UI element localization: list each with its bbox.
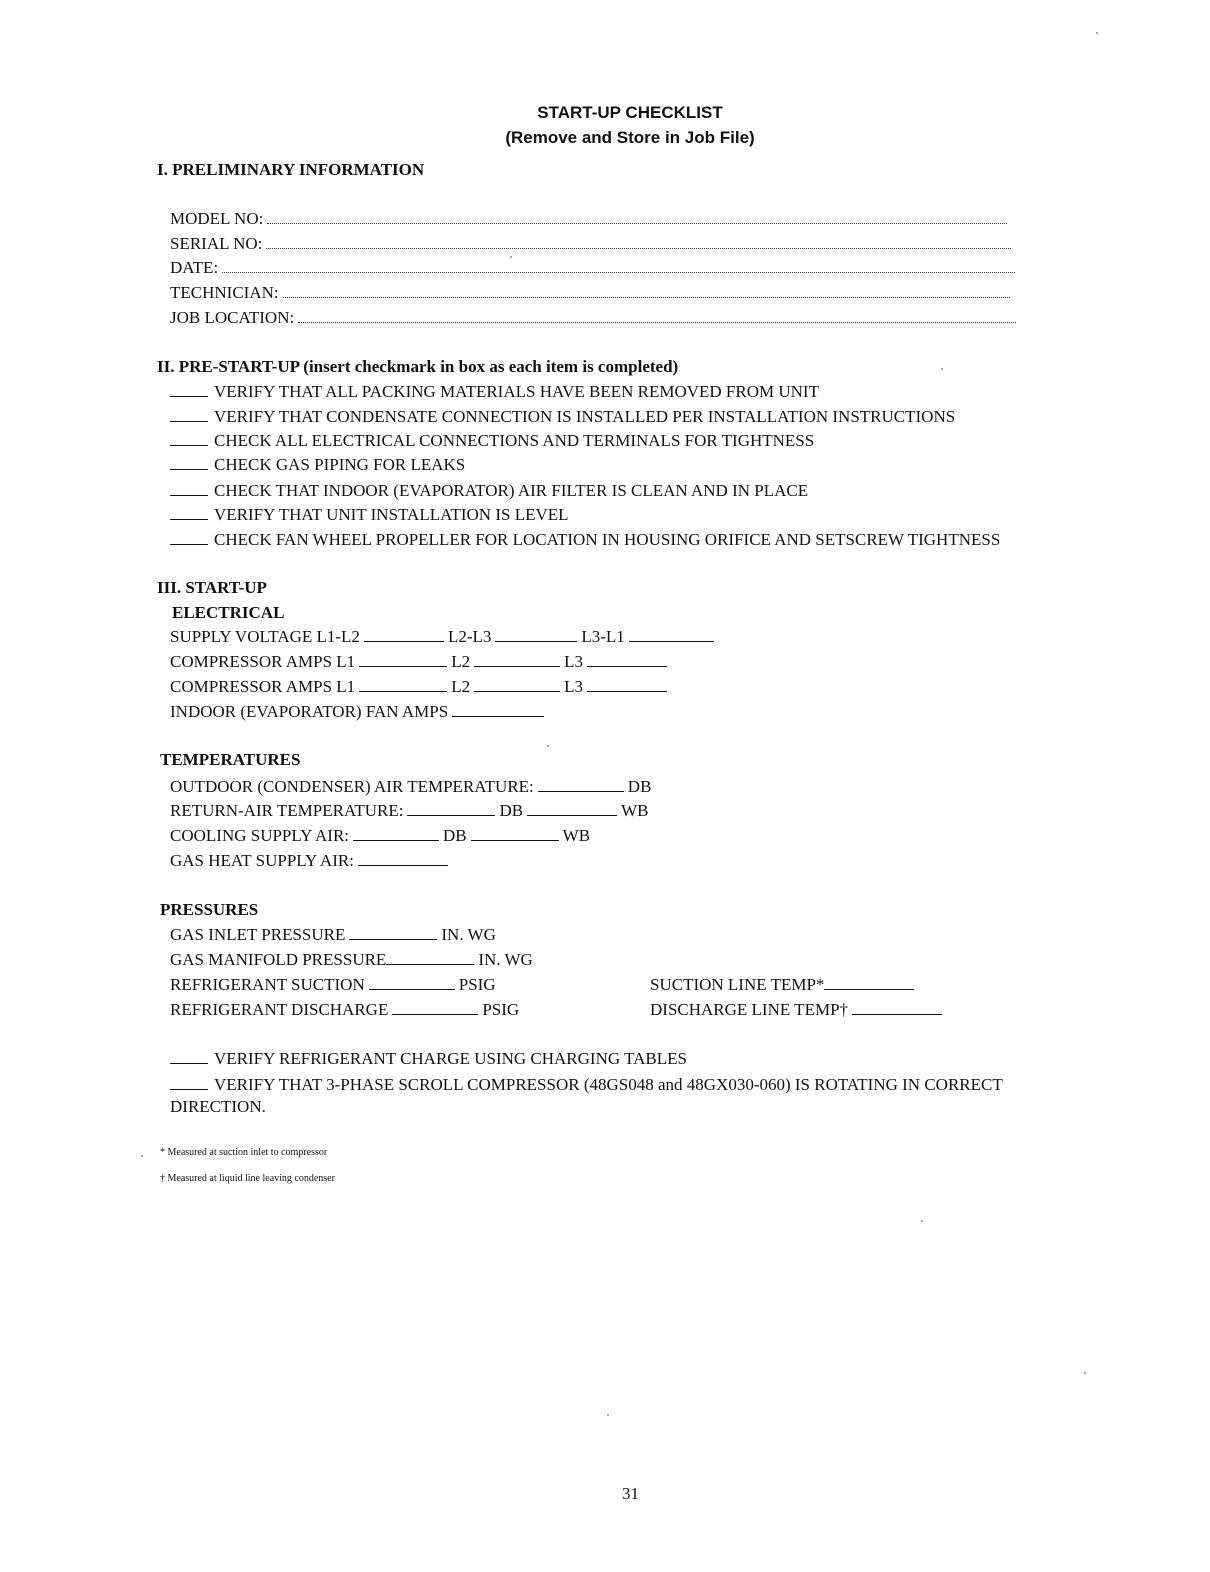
indoor-fan-amps-label: INDOOR (EVAPORATOR) FAN AMPS [170, 702, 449, 721]
l3-label: L3 [564, 652, 583, 671]
wb-label: WB [562, 826, 591, 845]
cooling-wb-input[interactable] [471, 826, 559, 841]
job-location-line [298, 309, 1016, 323]
final-check-label: VERIFY THAT 3-PHASE SCROLL COMPRESSOR (48GS048 and 48GX030-060) IS ROTATING IN CORRECT [214, 1075, 1003, 1094]
gas-heat-input[interactable] [358, 851, 448, 866]
pressures-heading: PRESSURES [160, 900, 259, 919]
section-1-heading: I. PRELIMINARY INFORMATION [157, 160, 425, 179]
technician-field[interactable] [170, 283, 1010, 303]
supply-voltage-label: SUPPLY VOLTAGE L1-L2 [170, 627, 360, 646]
discharge-line-temp-input[interactable] [852, 1000, 942, 1015]
comp1-l1-input[interactable] [359, 652, 447, 667]
gas-manifold-input[interactable] [386, 950, 474, 965]
gas-manifold-pressure-label: GAS MANIFOLD PRESSURE [170, 950, 387, 969]
gas-heat-supply-air-row [170, 851, 452, 871]
psig-label: PSIG [458, 975, 496, 994]
serial-no-field[interactable] [170, 234, 1011, 254]
indoor-fan-amps-input[interactable] [452, 702, 544, 717]
suction-line-temp-row [650, 975, 918, 995]
suction-line-temp-input[interactable] [824, 975, 914, 990]
l1-l2-input[interactable] [364, 627, 444, 642]
return-wb-input[interactable] [527, 801, 617, 816]
prestart-item[interactable] [170, 382, 819, 402]
prestart-item-label: CHECK GAS PIPING FOR LEAKS [214, 455, 466, 474]
psig-label: PSIG [482, 1000, 520, 1019]
prestart-item-label: VERIFY THAT CONDENSATE CONNECTION IS INSTALLED PER INSTALLATION INSTRUCTIONS [214, 407, 956, 426]
prestart-item[interactable] [170, 505, 569, 525]
compressor-amps-row-2 [170, 677, 671, 697]
wb-label: WB [621, 801, 649, 820]
checkbox-line[interactable] [170, 431, 208, 446]
date-field[interactable] [170, 258, 1015, 278]
ref-suction-input[interactable] [369, 975, 455, 990]
model-no-label: MODEL NO: [170, 209, 264, 228]
technician-label: TECHNICIAN: [170, 283, 279, 302]
page-title: START-UP CHECKLIST [537, 103, 723, 122]
discharge-line-temp-row [650, 1000, 946, 1020]
l2-l3-label: L2-L3 [447, 627, 492, 646]
comp1-l2-input[interactable] [474, 652, 560, 667]
job-location-field[interactable] [170, 308, 1016, 328]
cooling-supply-air-label: COOLING SUPPLY AIR: [170, 826, 350, 845]
scan-speck [607, 1414, 609, 1416]
footnote-discharge: † Measured at liquid line leaving condenser [160, 1173, 335, 1184]
final-check-continuation: DIRECTION. [170, 1097, 266, 1116]
electrical-heading: ELECTRICAL [172, 603, 285, 622]
checkbox-line[interactable] [170, 1049, 208, 1064]
l3-label: L3 [564, 677, 583, 696]
compressor-amps-row-1 [170, 652, 671, 672]
scan-speck [141, 1155, 143, 1157]
compressor-amps-label: COMPRESSOR AMPS L1 [170, 652, 356, 671]
gas-inlet-pressure-label: GAS INLET PRESSURE [170, 925, 346, 944]
footnote-suction: * Measured at suction inlet to compressor [160, 1147, 328, 1158]
outdoor-air-temp-label: OUTDOOR (CONDENSER) AIR TEMPERATURE: [170, 777, 534, 796]
in-wg-label: IN. WG [478, 950, 533, 969]
section-2-heading: II. PRE-START-UP (insert checkmark in box as each item is completed) [157, 357, 679, 376]
prestart-item[interactable] [170, 481, 808, 501]
date-label: DATE: [170, 258, 219, 277]
l2-l3-input[interactable] [495, 627, 577, 642]
gas-heat-supply-air-label: GAS HEAT SUPPLY AIR: [170, 851, 354, 870]
scan-speck [941, 368, 943, 370]
indoor-fan-amps-row [170, 702, 548, 722]
outdoor-air-temp-row [170, 777, 651, 797]
return-db-input[interactable] [407, 801, 495, 816]
checkbox-line[interactable] [170, 455, 208, 470]
gas-inlet-pressure-row [170, 925, 496, 945]
supply-voltage-row [170, 627, 718, 647]
page-subtitle: (Remove and Store in Job File) [505, 128, 755, 147]
section-3-heading: III. START-UP [157, 578, 267, 597]
comp2-l2-input[interactable] [474, 677, 560, 692]
model-no-line [267, 210, 1007, 224]
checkbox-line[interactable] [170, 382, 208, 397]
prestart-item-label: VERIFY THAT UNIT INSTALLATION IS LEVEL [214, 505, 569, 524]
l2-label: L2 [451, 677, 471, 696]
comp1-l3-input[interactable] [587, 652, 667, 667]
checkbox-line[interactable] [170, 1075, 208, 1090]
refrigerant-discharge-label: REFRIGERANT DISCHARGE [170, 1000, 389, 1019]
serial-no-line [266, 235, 1011, 249]
l2-label: L2 [451, 652, 471, 671]
db-label: DB [627, 777, 652, 796]
refrigerant-suction-label: REFRIGERANT SUCTION [170, 975, 365, 994]
prestart-item-label: CHECK THAT INDOOR (EVAPORATOR) AIR FILTER IS CLEAN AND IN PLACE [214, 481, 809, 500]
checkbox-line[interactable] [170, 505, 208, 520]
serial-no-label: SERIAL NO: [170, 234, 263, 253]
db-label: DB [443, 826, 467, 845]
scan-speck [510, 256, 512, 258]
prestart-item-label: CHECK ALL ELECTRICAL CONNECTIONS AND TERMINALS FOR TIGHTNESS [214, 431, 815, 450]
scan-speck [1084, 1372, 1086, 1374]
checkbox-line[interactable] [170, 481, 208, 496]
temperatures-heading: TEMPERATURES [160, 750, 301, 769]
gas-manifold-pressure-row [170, 950, 533, 970]
prestart-item[interactable] [170, 455, 465, 475]
job-location-label: JOB LOCATION: [170, 308, 295, 327]
comp2-l1-input[interactable] [359, 677, 447, 692]
cooling-db-input[interactable] [353, 826, 439, 841]
discharge-line-temp-label: DISCHARGE LINE TEMP† [650, 1000, 849, 1019]
prestart-item-label: CHECK FAN WHEEL PROPELLER FOR LOCATION IN HOUSING ORIFICE AND SETSCREW TIGHTNESS [214, 530, 1001, 549]
db-label: DB [499, 801, 524, 820]
date-line [222, 259, 1015, 273]
checkbox-line[interactable] [170, 407, 208, 422]
page-number: 31 [622, 1484, 639, 1503]
scan-speck [547, 745, 549, 747]
final-check-item[interactable] [170, 1049, 687, 1069]
compressor-amps-label: COMPRESSOR AMPS L1 [170, 677, 356, 696]
prestart-item[interactable] [170, 407, 955, 427]
refrigerant-suction-row [170, 975, 496, 995]
prestart-item[interactable] [170, 431, 814, 451]
scan-speck [1096, 32, 1098, 34]
comp2-l3-input[interactable] [587, 677, 667, 692]
prestart-item[interactable] [170, 530, 1000, 550]
ref-discharge-input[interactable] [392, 1000, 478, 1015]
final-check-item[interactable] [170, 1075, 1003, 1095]
suction-line-temp-label: SUCTION LINE TEMP* [650, 975, 825, 994]
refrigerant-discharge-row [170, 1000, 519, 1020]
outdoor-db-input[interactable] [538, 777, 624, 792]
l3-l1-input[interactable] [629, 627, 714, 642]
checkbox-line[interactable] [170, 530, 208, 545]
prestart-item-label: VERIFY THAT ALL PACKING MATERIALS HAVE BEEN REMOVED FROM UNIT [214, 382, 819, 401]
return-air-temp-label: RETURN-AIR TEMPERATURE: [170, 801, 404, 820]
gas-inlet-input[interactable] [349, 925, 437, 940]
scan-speck [921, 1220, 923, 1222]
final-check-label: VERIFY REFRIGERANT CHARGE USING CHARGING TABLES [214, 1049, 687, 1068]
l3-l1-label: L3-L1 [581, 627, 625, 646]
in-wg-label: IN. WG [441, 925, 496, 944]
cooling-supply-air-row [170, 826, 590, 846]
model-no-field[interactable] [170, 209, 1007, 229]
technician-line [283, 284, 1010, 298]
return-air-temp-row [170, 801, 648, 821]
